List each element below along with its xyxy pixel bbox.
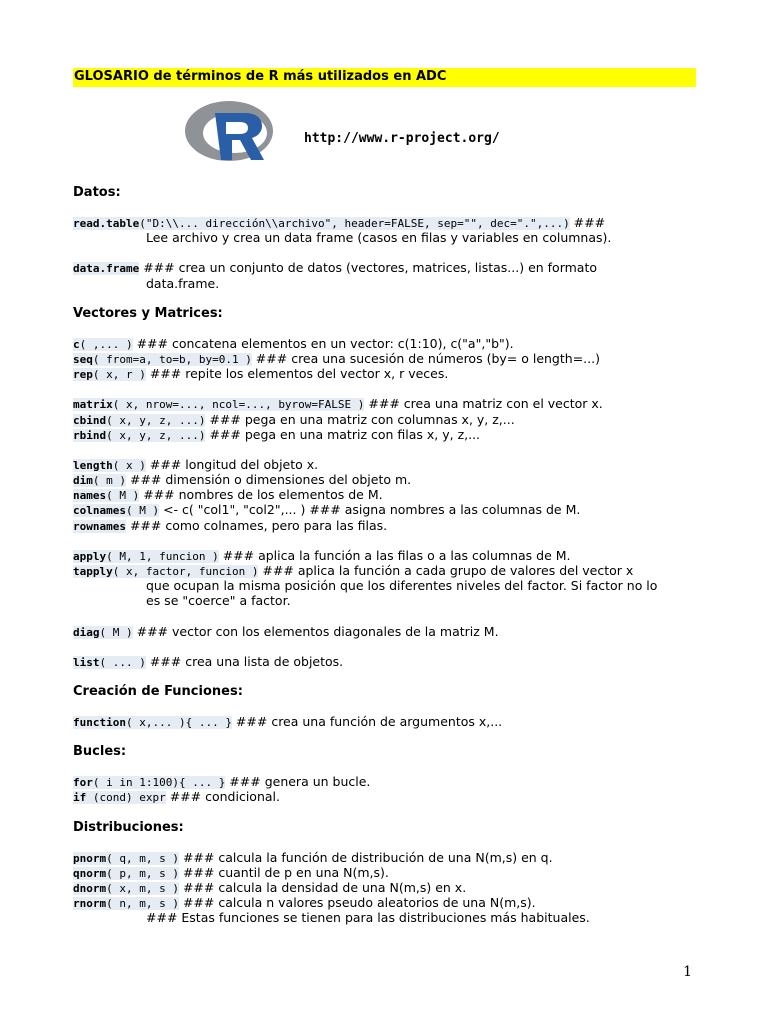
entry-seq: seq( from=a, to=b, by=0.1 ) ### crea una sucesión de números (by= o length=...) [73, 350, 600, 366]
entry-colnames: colnames( M ) <- c( "col1", "col2",... ) ### asigna nombres a las columnas de M. [73, 502, 581, 518]
entry-length: length( x ) ### longitud del objeto x. [73, 456, 319, 472]
section-heading: Creación de Funciones: [73, 683, 243, 699]
entry-rownames: rownames ### como colnames, pero para las filas. [73, 517, 388, 533]
entry-c: c( ,... ) ### concatena elementos en un vector: c(1:10), c("a","b"). [73, 335, 514, 351]
entry-dim: dim( m ) ### dimensión o dimensiones del objeto m. [73, 472, 412, 488]
entry-rnorm: rnorm( n, m, s ) ### calcula n valores pseudo aleatorios de una N(m,s). [73, 895, 536, 911]
entry-read-table: read.table("D:\\... dirección\\archivo", header=FALSE, sep="", dec=".",...) ### [73, 215, 606, 230]
entry-continuation: es se "coerce" a factor. [146, 593, 291, 609]
r-project-url[interactable]: http://www.r-project.org/ [304, 131, 500, 146]
entry-diag: diag( M ) ### vector con los elementos diagonales de la matriz M. [73, 623, 499, 639]
entry-rbind: rbind( x, y, z, ...) ### pega en una matriz con filas x, y, z,... [73, 426, 481, 442]
entry-tapply: tapply( x, factor, funcion ) ### aplica la función a cada grupo de valores del vector x [73, 563, 634, 578]
entry-continuation: data.frame. [146, 275, 220, 291]
entry-names: names( M ) ### nombres de los elementos de M. [73, 487, 383, 503]
entry-rep: rep( x, r ) ### repite los elementos del vector x, r veces. [73, 366, 449, 382]
document-page [73, 68, 696, 925]
section-heading: Bucles: [73, 744, 127, 760]
entry-qnorm: qnorm( p, m, s ) ### cuantil de p en una N(m,s). [73, 864, 389, 880]
entry-data-frame: data.frame ### crea un conjunto de datos (vectores, matrices, listas...) en formato [73, 260, 598, 276]
entry-pnorm: pnorm( q, m, s ) ### calcula la función de distribución de una N(m,s) en q. [73, 849, 553, 865]
entry-if: if (cond) expr ### condicional. [73, 789, 280, 805]
entry-cbind: cbind( x, y, z, ...) ### pega en una matriz con columnas x, y, z,... [73, 411, 515, 427]
section-heading: Distribuciones: [73, 819, 184, 835]
r-logo [181, 93, 281, 171]
entry-list: list( ... ) ### crea una lista de objetos. [73, 653, 344, 669]
entry-function: function( x,... ){ ... } ### crea una función de argumentos x,... [73, 713, 503, 729]
entry-continuation: ### Estas funciones se tienen para las distribuciones más habituales. [146, 910, 590, 926]
header-row [73, 87, 696, 185]
section-heading: Vectores y Matrices: [73, 305, 223, 321]
entry-continuation: Lee archivo y crea un data frame (casos en filas y variables en columnas). [146, 230, 612, 246]
page-number: 1 [683, 964, 692, 980]
entry-matrix: matrix( x, nrow=..., ncol=..., byrow=FALSE ) ### crea una matriz con el vector x. [73, 396, 603, 412]
page-title: GLOSARIO de términos de R más utilizados en ADC [73, 68, 696, 87]
entry-for: for( i in 1:100){ ... } ### genera un bucle. [73, 774, 371, 790]
entry-dnorm: dnorm( x, m, s ) ### calcula la densidad de una N(m,s) en x. [73, 879, 467, 895]
section-heading: Datos: [73, 185, 121, 200]
entry-apply: apply( M, 1, funcion ) ### aplica la función a las filas o a las columnas de M. [73, 547, 571, 563]
entry-continuation: que ocupan la misma posición que los diferentes niveles del factor. Si factor no lo [146, 578, 658, 594]
